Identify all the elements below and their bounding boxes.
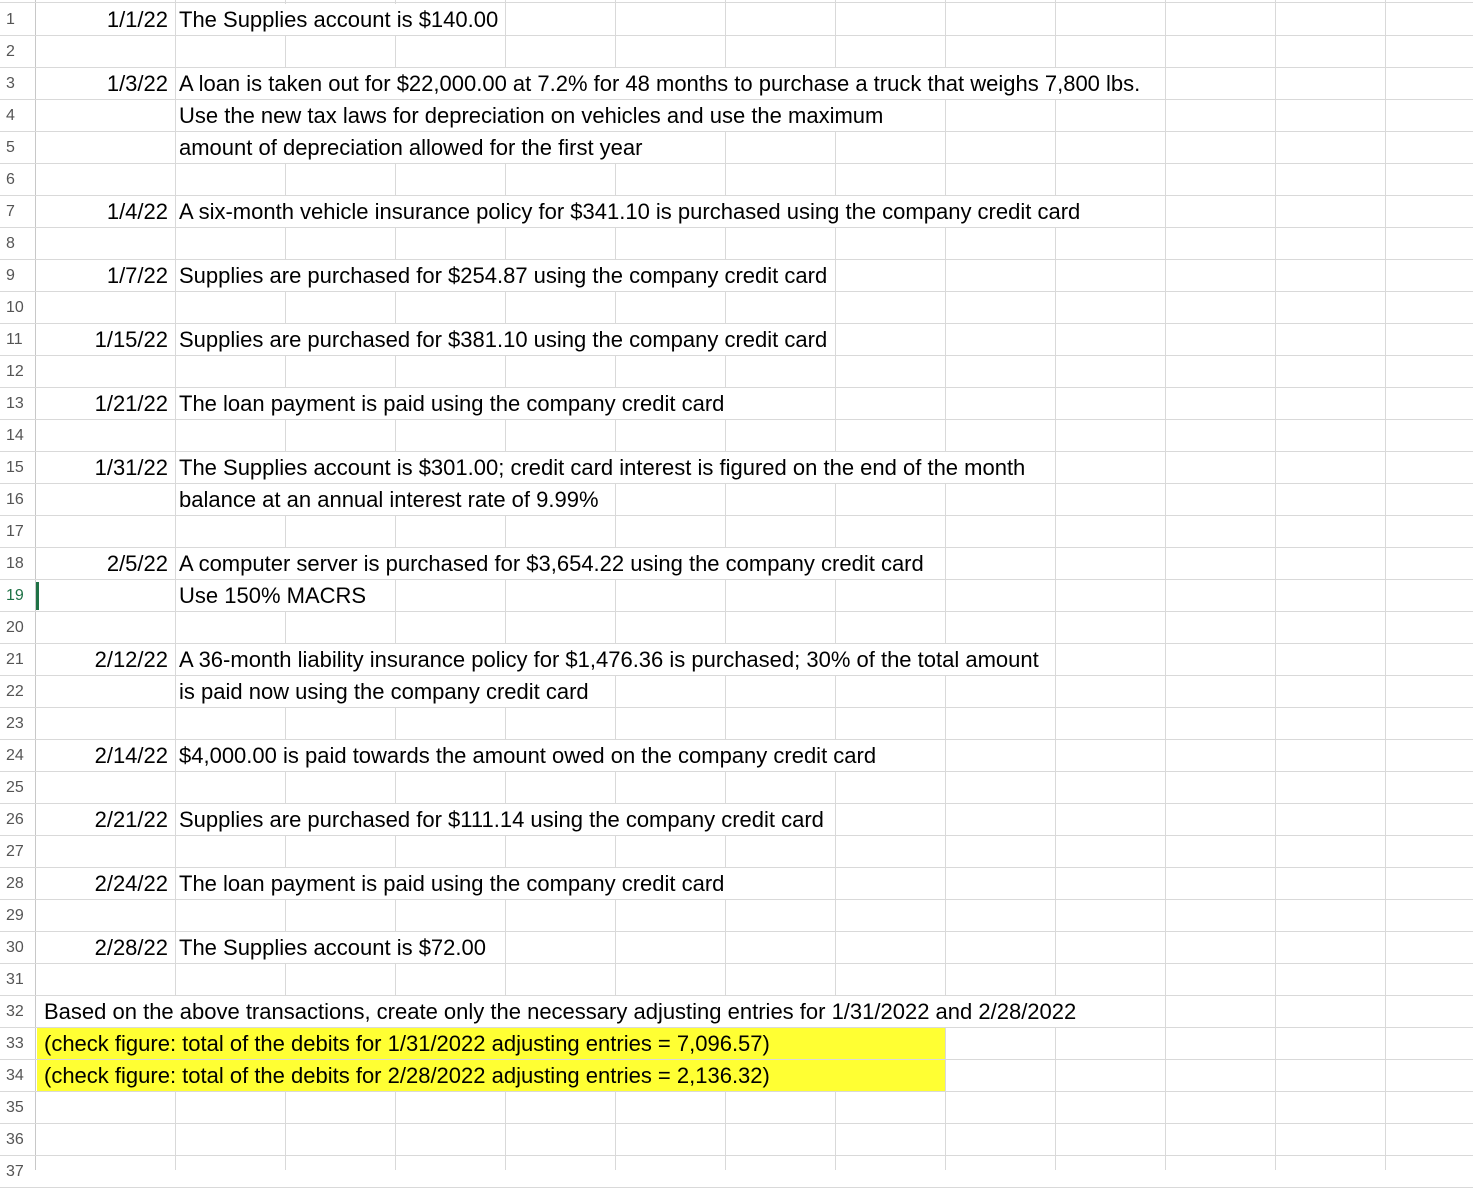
date-cell[interactable]: 2/28/22 [94,935,168,960]
row-number[interactable]: 11 [6,331,23,348]
row-number[interactable]: 13 [6,395,24,412]
row-number[interactable]: 26 [6,811,24,828]
row-number[interactable]: 35 [6,1099,24,1116]
sheet-row[interactable] [0,580,1473,612]
date-cell[interactable]: 2/24/22 [94,871,168,896]
date-cell[interactable]: 1/4/22 [106,199,168,224]
row-number[interactable]: 30 [6,939,24,956]
check-figure-cell[interactable]: (check figure: total of the debits for 1/31/2022 adjusting entries = 7,096.57) [44,1031,770,1056]
sheet-row[interactable] [0,900,1473,932]
sheet-row[interactable] [0,772,1473,804]
sheet-row[interactable] [0,1028,1473,1060]
row-number[interactable]: 25 [6,779,24,796]
description-cell[interactable]: Use 150% MACRS [179,580,368,611]
sheet-row[interactable] [0,68,1473,100]
sheet-row[interactable] [0,676,1473,708]
instruction-cell[interactable]: Based on the above transactions, create only the necessary adjusting entries for 1/31/2022 and 2/28/2022 [44,996,1078,1027]
sheet-row[interactable] [0,1156,1473,1188]
row-number[interactable]: 2 [6,43,15,60]
sheet-row[interactable] [0,4,1473,36]
description-cell[interactable]: is paid now using the company credit card [179,676,591,707]
active-row-indicator [36,582,39,610]
sheet-row[interactable] [0,996,1473,1028]
date-cell[interactable]: 1/7/22 [106,263,168,288]
description-cell[interactable]: A loan is taken out for $22,000.00 at 7.2% for 48 months to purchase a truck that weighs 7,800 lbs. [179,68,1142,99]
row-number[interactable]: 34 [6,1067,24,1084]
row-number[interactable]: 10 [6,299,24,316]
sheet-row[interactable] [0,868,1473,900]
row-number[interactable]: 28 [6,875,24,892]
date-cell[interactable]: 2/5/22 [106,551,168,576]
sheet-row[interactable] [0,356,1473,388]
sheet-row[interactable] [0,1124,1473,1156]
top-gridline [0,2,1473,3]
row-number[interactable]: 23 [6,715,24,732]
check-figure-cell[interactable]: (check figure: total of the debits for 2/28/2022 adjusting entries = 2,136.32) [44,1063,770,1088]
sheet-row[interactable] [0,740,1473,772]
sheet-row[interactable] [0,324,1473,356]
sheet-row[interactable] [0,516,1473,548]
sheet-row[interactable] [0,228,1473,260]
row-number[interactable]: 27 [6,843,24,860]
sheet-row[interactable] [0,964,1473,996]
row-number[interactable]: 16 [6,491,24,508]
row-number[interactable]: 6 [6,171,15,188]
row-number[interactable]: 32 [6,1003,24,1020]
row-number[interactable]: 21 [6,651,24,668]
row-number[interactable]: 4 [6,107,15,124]
row-number[interactable]: 29 [6,907,24,924]
description-cell[interactable]: The Supplies account is $140.00 [179,4,500,35]
sheet-row[interactable] [0,932,1473,964]
description-cell[interactable]: balance at an annual interest rate of 9.99% [179,484,601,515]
description-cell[interactable]: Supplies are purchased for $381.10 using the company credit card [179,324,829,355]
date-cell[interactable]: 1/1/22 [106,7,168,32]
row-number[interactable]: 9 [6,267,15,284]
row-number[interactable]: 31 [6,971,24,988]
sheet-row[interactable] [0,452,1473,484]
description-cell[interactable]: A six-month vehicle insurance policy for $341.10 is purchased using the company credit card [179,196,1082,227]
row-number[interactable]: 5 [6,139,15,156]
sheet-row[interactable] [0,1060,1473,1092]
row-number[interactable]: 14 [6,427,24,444]
row-number[interactable]: 8 [6,235,15,252]
sheet-row[interactable] [0,132,1473,164]
date-cell[interactable]: 1/31/22 [94,455,168,480]
sheet-row[interactable] [0,1092,1473,1124]
sheet-row[interactable] [0,260,1473,292]
sheet-row[interactable] [0,548,1473,580]
description-cell[interactable]: The Supplies account is $301.00; credit card interest is figured on the end of the month [179,452,1027,483]
row-number[interactable]: 19 [6,587,24,604]
sheet-row[interactable] [0,36,1473,68]
sheet-row[interactable] [0,196,1473,228]
description-cell[interactable]: $4,000.00 is paid towards the amount owed on the company credit card [179,740,878,771]
date-cell[interactable]: 2/21/22 [94,807,168,832]
sheet-row[interactable] [0,644,1473,676]
description-cell[interactable]: Supplies are purchased for $111.14 using the company credit card [179,804,826,835]
row-number[interactable]: 1 [6,11,15,28]
date-cell[interactable]: 1/3/22 [106,71,168,96]
sheet-row[interactable] [0,100,1473,132]
row-number[interactable]: 18 [6,555,24,572]
sheet-row[interactable] [0,292,1473,324]
row-number[interactable]: 7 [6,203,15,220]
sheet-row[interactable] [0,804,1473,836]
description-cell[interactable]: The loan payment is paid using the company credit card [179,868,726,899]
row-number[interactable]: 36 [6,1131,24,1148]
date-cell[interactable]: 2/12/22 [94,647,168,672]
row-number[interactable]: 17 [6,523,24,540]
description-cell[interactable]: Supplies are purchased for $254.87 using the company credit card [179,260,829,291]
row-number[interactable]: 37 [6,1163,24,1180]
date-cell[interactable]: 1/21/22 [94,391,168,416]
sheet-row[interactable] [0,388,1473,420]
row-number[interactable]: 24 [6,747,24,764]
sheet-row[interactable] [0,484,1473,516]
date-cell[interactable]: 2/14/22 [94,743,168,768]
description-cell[interactable]: Use the new tax laws for depreciation on vehicles and use the maximum [179,100,885,131]
row-number[interactable]: 12 [6,363,24,380]
description-cell[interactable]: amount of depreciation allowed for the first year [179,132,644,163]
description-cell[interactable]: The loan payment is paid using the company credit card [179,388,726,419]
sheet-row[interactable] [0,164,1473,196]
row-number[interactable]: 33 [6,1035,24,1052]
sheet-row[interactable] [0,612,1473,644]
description-cell[interactable]: A computer server is purchased for $3,654.22 using the company credit card [179,548,926,579]
sheet-row[interactable] [0,836,1473,868]
row-number[interactable]: 15 [6,459,24,476]
description-cell[interactable]: A 36-month liability insurance policy for $1,476.36 is purchased; 30% of the total amount [179,644,1041,675]
row-number[interactable]: 3 [6,75,15,92]
description-cell[interactable]: The Supplies account is $72.00 [179,932,488,963]
date-cell[interactable]: 1/15/22 [94,327,168,352]
sheet-row[interactable] [0,420,1473,452]
row-number[interactable]: 20 [6,619,24,636]
sheet-row[interactable] [0,708,1473,740]
row-number[interactable]: 22 [6,683,24,700]
